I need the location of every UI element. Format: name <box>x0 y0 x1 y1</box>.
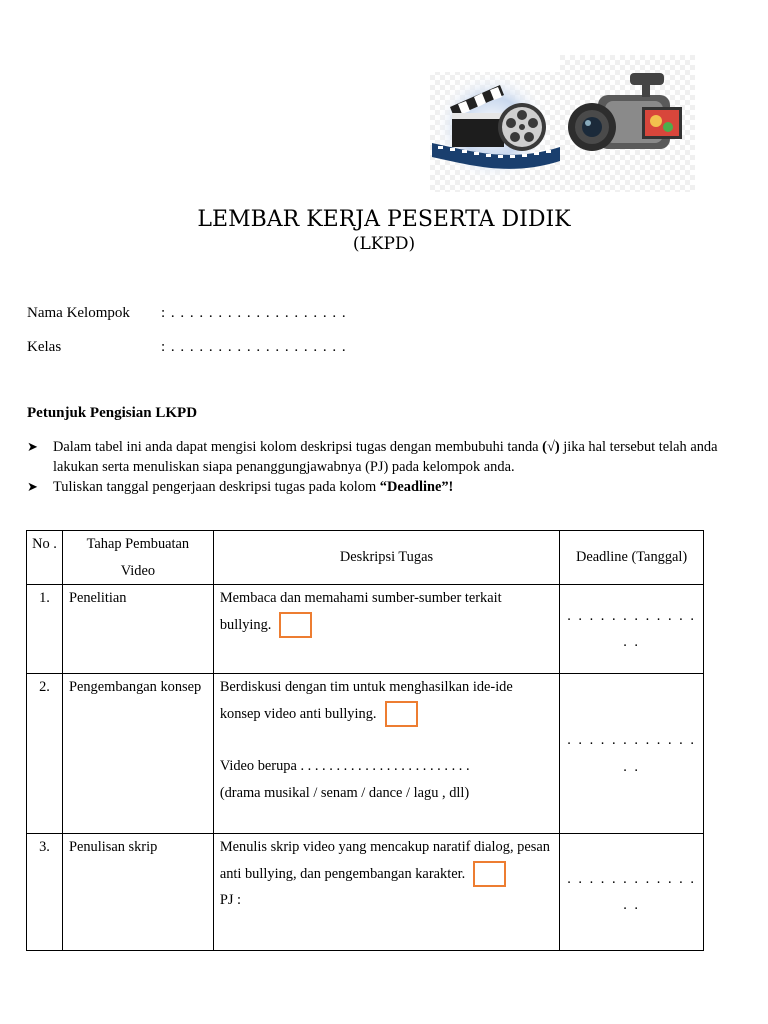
row-number: 2. <box>27 674 63 834</box>
instruction-item <box>27 437 727 477</box>
field-value-nama-kelompok[interactable]: : . . . . . . . . . . . . . . . . . . . <box>161 305 347 321</box>
row-deskripsi <box>213 674 559 834</box>
header-illustration <box>430 55 695 192</box>
table-row <box>27 585 704 674</box>
pj-field[interactable]: PJ : <box>219 892 242 909</box>
header-deadline: Deadline (Tanggal) <box>560 531 704 585</box>
row-deskripsi <box>213 834 559 951</box>
row-deadline[interactable]: . . . . . . . . . . . . . . <box>560 585 704 674</box>
instructions-list <box>27 437 727 497</box>
arrow-bullet-icon: ➤ <box>27 479 38 494</box>
row-deadline[interactable]: . . . . . . . . . . . . . . <box>560 674 704 834</box>
row-tahap: Pengembangan konsep <box>62 674 213 834</box>
field-value-kelas[interactable]: : . . . . . . . . . . . . . . . . . . . <box>161 339 347 355</box>
table-row <box>27 674 704 834</box>
task-checkbox[interactable] <box>279 612 312 638</box>
instruction-text: Tuliskan tanggal pengerjaan deskripsi tugas pada kolom <box>53 479 380 495</box>
instruction-text: jika hal tersebut telah anda lakukan serta menuliskan siapa penanggungjawabnya (PJ) pada kelompok anda. <box>53 439 718 475</box>
header-tahap: Tahap Pembuatan Video <box>62 531 213 585</box>
row-number: 1. <box>27 585 63 674</box>
table-row <box>27 834 704 951</box>
instructions-heading: Petunjuk Pengisian LKPD <box>27 405 198 421</box>
instruction-item <box>27 477 727 497</box>
table-header-row <box>27 531 704 585</box>
arrow-bullet-icon: ➤ <box>27 439 38 454</box>
task-description: Berdiskusi dengan tim untuk menghasilkan ide-ide konsep video anti bullying. <box>219 679 513 722</box>
deadline-keyword: “Deadline”! <box>379 479 454 495</box>
task-table <box>26 530 704 951</box>
page-subtitle: (LKPD) <box>352 234 416 254</box>
check-mark-symbol: (√) <box>542 439 560 455</box>
row-tahap: Penulisan skrip <box>62 834 213 951</box>
field-label-kelas: Kelas <box>27 339 62 355</box>
header-no: No . <box>27 531 63 585</box>
page-title: LEMBAR KERJA PESERTA DIDIK <box>197 207 571 232</box>
video-type-field[interactable]: Video berupa . . . . . . . . . . . . . . . . . . . . . . . . <box>219 758 470 775</box>
header-deskripsi: Deskripsi Tugas <box>213 531 559 585</box>
field-label-nama-kelompok: Nama Kelompok <box>27 305 130 321</box>
row-deadline[interactable]: . . . . . . . . . . . . . . <box>560 834 704 951</box>
film-reel-icon <box>498 103 546 151</box>
instruction-text: Dalam tabel ini anda dapat mengisi kolom deskripsi tugas dengan membubuhi tanda <box>53 439 543 455</box>
task-description: Membaca dan memahami sumber-sumber terkait bullying. <box>219 590 502 633</box>
row-number: 3. <box>27 834 63 951</box>
video-type-options: (drama musikal / senam / dance / lagu , dll) <box>219 784 470 801</box>
task-description: Menulis skrip video yang mencakup naratif dialog, pesan anti bullying, dan pengembangan karakter. <box>219 839 550 882</box>
row-tahap: Penelitian <box>62 585 213 674</box>
task-checkbox[interactable] <box>385 701 418 727</box>
task-checkbox[interactable] <box>473 861 506 887</box>
row-deskripsi <box>213 585 559 674</box>
